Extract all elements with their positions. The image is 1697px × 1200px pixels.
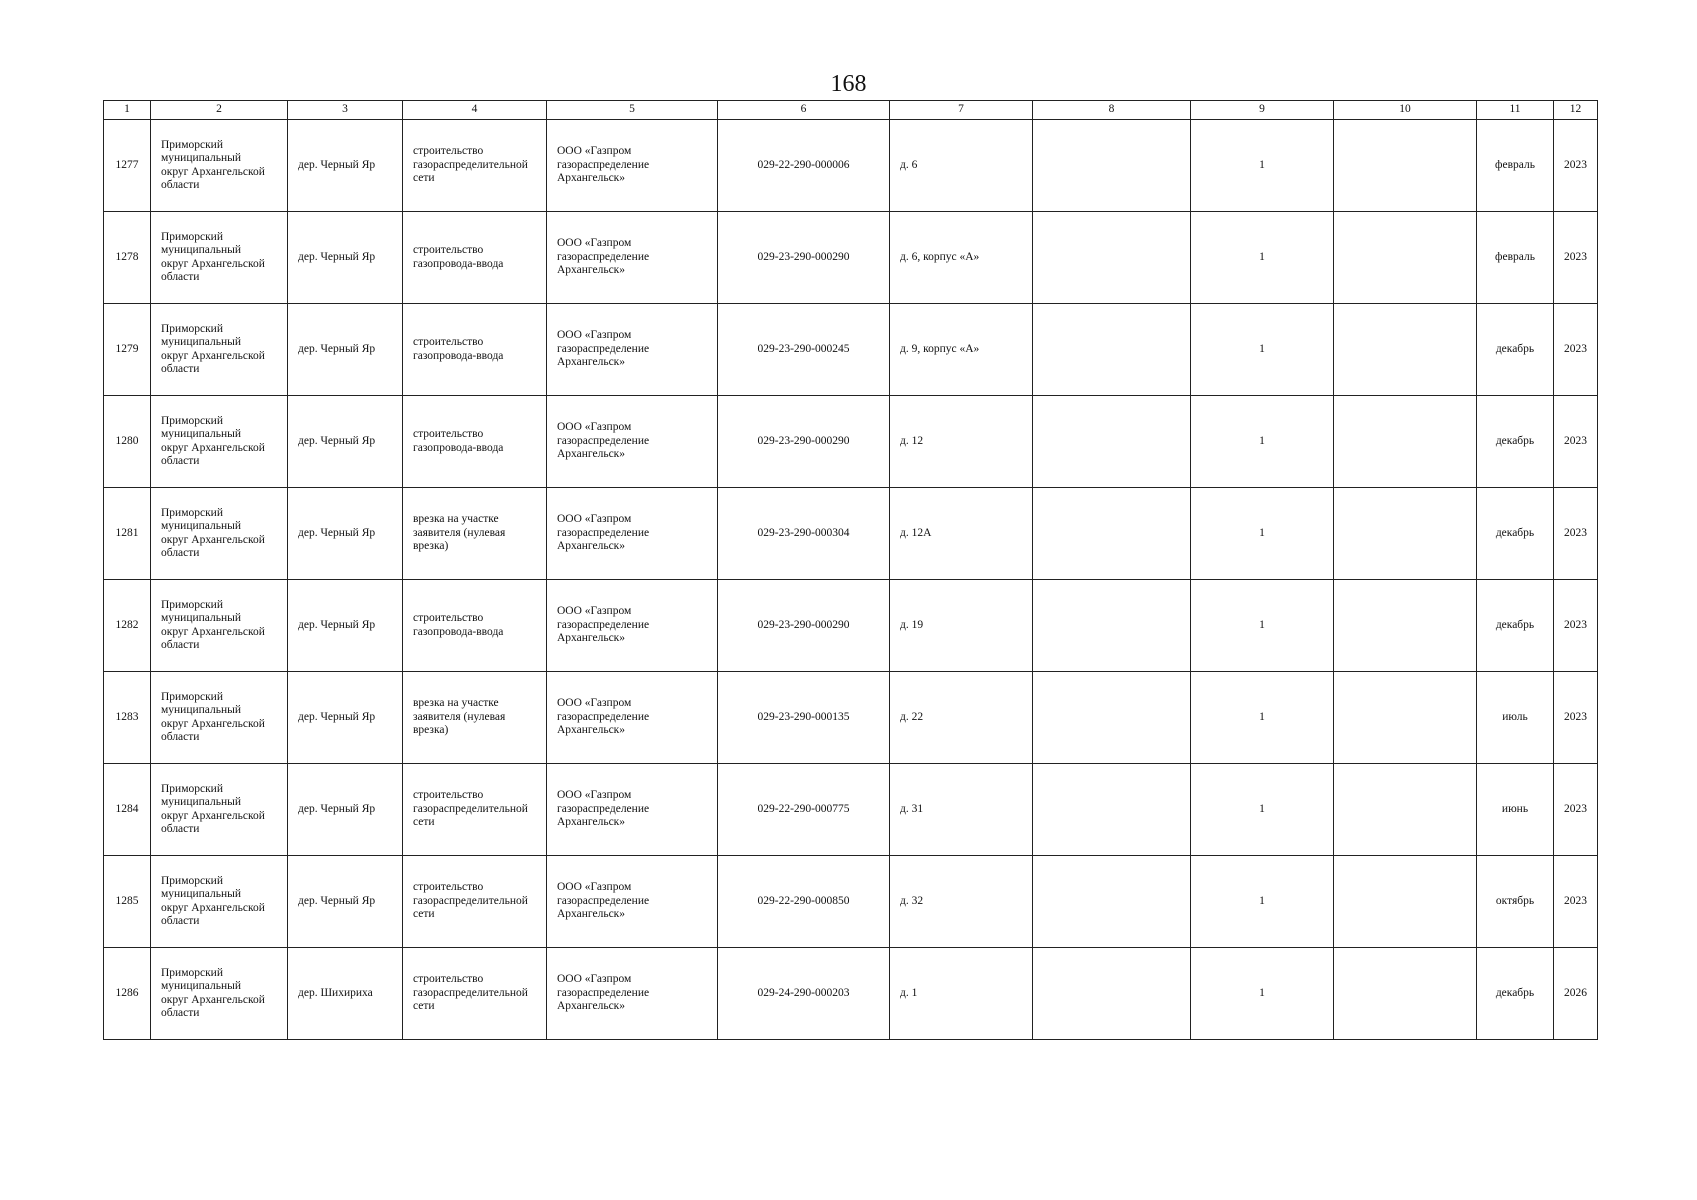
district-cell: Приморский муниципальный округ Архангельской области	[151, 212, 288, 304]
locality-cell: дер. Черный Яр	[288, 396, 403, 488]
row-number-cell: 1280	[104, 396, 151, 488]
row-number-cell: 1278	[104, 212, 151, 304]
year-cell: 2023	[1554, 120, 1598, 212]
column-8-cell	[1033, 948, 1191, 1040]
column-10-cell	[1334, 488, 1477, 580]
code-cell: 029-22-290-000775	[718, 764, 890, 856]
code-cell: 029-23-290-000135	[718, 672, 890, 764]
address-cell: д. 6, корпус «А»	[890, 212, 1033, 304]
organization-cell: ООО «Газпром газораспределение Архангельск»	[547, 212, 718, 304]
row-number-cell: 1284	[104, 764, 151, 856]
district-cell: Приморский муниципальный округ Архангельской области	[151, 304, 288, 396]
column-8-cell	[1033, 856, 1191, 948]
column-header: 12	[1554, 101, 1598, 120]
count-cell: 1	[1191, 120, 1334, 212]
count-cell: 1	[1191, 856, 1334, 948]
locality-cell: дер. Черный Яр	[288, 120, 403, 212]
locality-cell: дер. Черный Яр	[288, 672, 403, 764]
work-type-cell: строительство газопровода-ввода	[403, 212, 547, 304]
column-8-cell	[1033, 580, 1191, 672]
header-row	[104, 101, 1598, 120]
code-cell: 029-23-290-000290	[718, 212, 890, 304]
district-cell: Приморский муниципальный округ Архангельской области	[151, 948, 288, 1040]
year-cell: 2023	[1554, 580, 1598, 672]
count-cell: 1	[1191, 948, 1334, 1040]
month-cell: октябрь	[1477, 856, 1554, 948]
column-header: 1	[104, 101, 151, 120]
table-row	[104, 764, 1598, 856]
district-cell: Приморский муниципальный округ Архангельской области	[151, 764, 288, 856]
column-header: 5	[547, 101, 718, 120]
column-10-cell	[1334, 304, 1477, 396]
address-cell: д. 9, корпус «А»	[890, 304, 1033, 396]
organization-cell: ООО «Газпром газораспределение Архангельск»	[547, 764, 718, 856]
count-cell: 1	[1191, 764, 1334, 856]
table-row	[104, 488, 1598, 580]
month-cell: декабрь	[1477, 396, 1554, 488]
column-10-cell	[1334, 580, 1477, 672]
organization-cell: ООО «Газпром газораспределение Архангельск»	[547, 488, 718, 580]
column-8-cell	[1033, 488, 1191, 580]
organization-cell: ООО «Газпром газораспределение Архангельск»	[547, 580, 718, 672]
table-row	[104, 948, 1598, 1040]
count-cell: 1	[1191, 304, 1334, 396]
month-cell: декабрь	[1477, 580, 1554, 672]
code-cell: 029-23-290-000290	[718, 396, 890, 488]
column-10-cell	[1334, 672, 1477, 764]
code-cell: 029-23-290-000290	[718, 580, 890, 672]
organization-cell: ООО «Газпром газораспределение Архангельск»	[547, 672, 718, 764]
code-cell: 029-23-290-000245	[718, 304, 890, 396]
organization-cell: ООО «Газпром газораспределение Архангельск»	[547, 396, 718, 488]
code-cell: 029-24-290-000203	[718, 948, 890, 1040]
data-table	[103, 100, 1598, 1040]
organization-cell: ООО «Газпром газораспределение Архангельск»	[547, 304, 718, 396]
year-cell: 2023	[1554, 856, 1598, 948]
row-number-cell: 1281	[104, 488, 151, 580]
table-row	[104, 580, 1598, 672]
table-row	[104, 212, 1598, 304]
address-cell: д. 12	[890, 396, 1033, 488]
locality-cell: дер. Черный Яр	[288, 212, 403, 304]
count-cell: 1	[1191, 672, 1334, 764]
work-type-cell: строительство газопровода-ввода	[403, 396, 547, 488]
code-cell: 029-23-290-000304	[718, 488, 890, 580]
month-cell: декабрь	[1477, 488, 1554, 580]
district-cell: Приморский муниципальный округ Архангельской области	[151, 856, 288, 948]
address-cell: д. 22	[890, 672, 1033, 764]
work-type-cell: строительство газораспределительной сети	[403, 856, 547, 948]
code-cell: 029-22-290-000850	[718, 856, 890, 948]
district-cell: Приморский муниципальный округ Архангельской области	[151, 396, 288, 488]
row-number-cell: 1279	[104, 304, 151, 396]
column-header: 2	[151, 101, 288, 120]
column-header: 9	[1191, 101, 1334, 120]
table-row	[104, 672, 1598, 764]
column-10-cell	[1334, 120, 1477, 212]
count-cell: 1	[1191, 212, 1334, 304]
year-cell: 2026	[1554, 948, 1598, 1040]
column-10-cell	[1334, 948, 1477, 1040]
row-number-cell: 1277	[104, 120, 151, 212]
organization-cell: ООО «Газпром газораспределение Архангельск»	[547, 856, 718, 948]
district-cell: Приморский муниципальный округ Архангельской области	[151, 580, 288, 672]
locality-cell: дер. Черный Яр	[288, 764, 403, 856]
work-type-cell: врезка на участке заявителя (нулевая врезка)	[403, 488, 547, 580]
organization-cell: ООО «Газпром газораспределение Архангельск»	[547, 948, 718, 1040]
table-row	[104, 856, 1598, 948]
work-type-cell: строительство газопровода-ввода	[403, 304, 547, 396]
address-cell: д. 19	[890, 580, 1033, 672]
page-number: 168	[830, 71, 867, 97]
month-cell: июль	[1477, 672, 1554, 764]
column-header: 4	[403, 101, 547, 120]
column-header: 8	[1033, 101, 1191, 120]
code-cell: 029-22-290-000006	[718, 120, 890, 212]
year-cell: 2023	[1554, 672, 1598, 764]
address-cell: д. 12А	[890, 488, 1033, 580]
count-cell: 1	[1191, 580, 1334, 672]
column-10-cell	[1334, 764, 1477, 856]
row-number-cell: 1282	[104, 580, 151, 672]
month-cell: февраль	[1477, 120, 1554, 212]
month-cell: февраль	[1477, 212, 1554, 304]
column-8-cell	[1033, 304, 1191, 396]
year-cell: 2023	[1554, 396, 1598, 488]
column-header: 11	[1477, 101, 1554, 120]
row-number-cell: 1286	[104, 948, 151, 1040]
work-type-cell: строительство газораспределительной сети	[403, 764, 547, 856]
locality-cell: дер. Черный Яр	[288, 304, 403, 396]
column-10-cell	[1334, 856, 1477, 948]
row-number-cell: 1283	[104, 672, 151, 764]
column-header: 10	[1334, 101, 1477, 120]
work-type-cell: строительство газораспределительной сети	[403, 120, 547, 212]
column-10-cell	[1334, 212, 1477, 304]
address-cell: д. 31	[890, 764, 1033, 856]
district-cell: Приморский муниципальный округ Архангельской области	[151, 672, 288, 764]
month-cell: июнь	[1477, 764, 1554, 856]
column-header: 3	[288, 101, 403, 120]
table-header	[104, 101, 1598, 120]
work-type-cell: врезка на участке заявителя (нулевая врезка)	[403, 672, 547, 764]
district-cell: Приморский муниципальный округ Архангельской области	[151, 120, 288, 212]
locality-cell: дер. Черный Яр	[288, 488, 403, 580]
address-cell: д. 1	[890, 948, 1033, 1040]
year-cell: 2023	[1554, 488, 1598, 580]
column-8-cell	[1033, 396, 1191, 488]
row-number-cell: 1285	[104, 856, 151, 948]
locality-cell: дер. Шихириха	[288, 948, 403, 1040]
year-cell: 2023	[1554, 212, 1598, 304]
column-8-cell	[1033, 672, 1191, 764]
locality-cell: дер. Черный Яр	[288, 580, 403, 672]
table-row	[104, 120, 1598, 212]
column-8-cell	[1033, 120, 1191, 212]
table-body	[104, 120, 1598, 1040]
table-row	[104, 304, 1598, 396]
count-cell: 1	[1191, 488, 1334, 580]
address-cell: д. 32	[890, 856, 1033, 948]
district-cell: Приморский муниципальный округ Архангельской области	[151, 488, 288, 580]
month-cell: декабрь	[1477, 948, 1554, 1040]
locality-cell: дер. Черный Яр	[288, 856, 403, 948]
work-type-cell: строительство газораспределительной сети	[403, 948, 547, 1040]
column-header: 6	[718, 101, 890, 120]
year-cell: 2023	[1554, 764, 1598, 856]
organization-cell: ООО «Газпром газораспределение Архангельск»	[547, 120, 718, 212]
column-8-cell	[1033, 764, 1191, 856]
table-row	[104, 396, 1598, 488]
count-cell: 1	[1191, 396, 1334, 488]
year-cell: 2023	[1554, 304, 1598, 396]
column-8-cell	[1033, 212, 1191, 304]
work-type-cell: строительство газопровода-ввода	[403, 580, 547, 672]
address-cell: д. 6	[890, 120, 1033, 212]
month-cell: декабрь	[1477, 304, 1554, 396]
column-header: 7	[890, 101, 1033, 120]
column-10-cell	[1334, 396, 1477, 488]
